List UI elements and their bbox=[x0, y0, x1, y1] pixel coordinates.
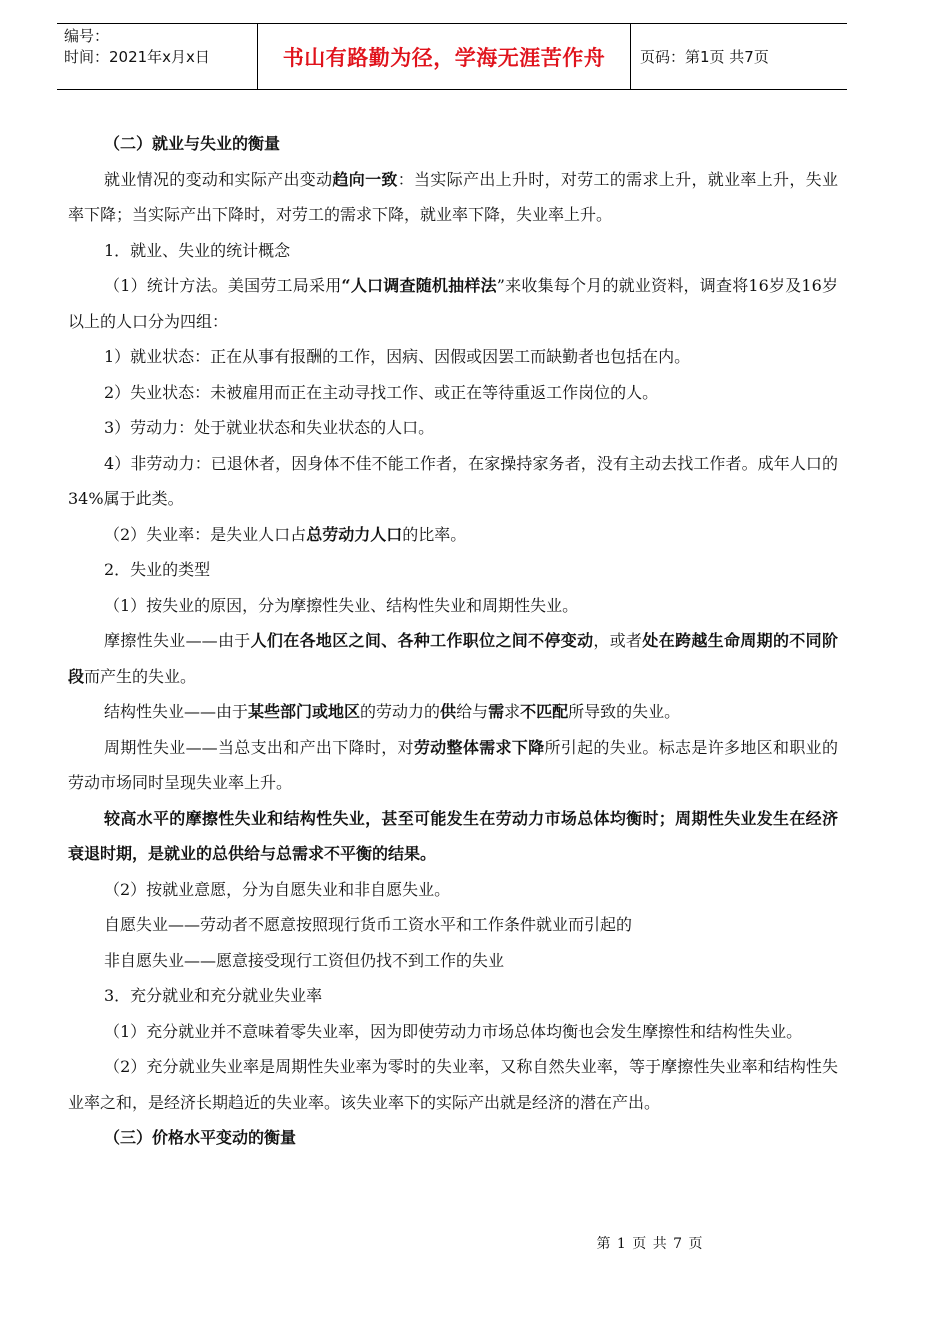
text-run: 摩擦性失业——由于 bbox=[104, 631, 251, 650]
text-run: （二）就业与失业的衡量 bbox=[104, 134, 281, 153]
bold-text-run: 劳动整体需求下降 bbox=[413, 737, 545, 757]
paragraph-p4 bbox=[68, 339, 838, 375]
paragraph-p0 bbox=[68, 126, 838, 162]
page-header bbox=[57, 23, 847, 90]
text-run: （2）失业率：是失业人口占 bbox=[104, 524, 307, 544]
text-run: 就业情况的变动和实际产出变动 bbox=[104, 169, 333, 189]
paragraph-p19 bbox=[68, 1014, 838, 1050]
paragraph-p1 bbox=[68, 162, 838, 233]
bold-text-run: 某些部门或地区 bbox=[248, 702, 361, 721]
text-run: 求 bbox=[504, 702, 521, 721]
paragraph-p6 bbox=[68, 410, 838, 446]
paragraph-p15 bbox=[68, 872, 838, 908]
paragraph-p3 bbox=[68, 268, 838, 339]
paragraph-p18 bbox=[68, 978, 838, 1014]
bold-text-run: “人口调查随机抽样法 bbox=[341, 276, 497, 295]
text-run: 2．失业的类型 bbox=[104, 560, 211, 579]
text-run: 的劳动力的 bbox=[360, 702, 441, 721]
paragraph-p20 bbox=[68, 1049, 838, 1120]
header-page-info: 页码：第1页 共7页 bbox=[640, 48, 769, 66]
text-run: 自愿失业——劳动者不愿意按照现行货币工资水平和工作条件就业而引起的 bbox=[104, 915, 633, 934]
paragraph-p16 bbox=[68, 907, 838, 943]
text-run: 结构性失业——由于 bbox=[104, 702, 249, 721]
paragraph-p14 bbox=[68, 801, 838, 872]
text-run: 而产生的失业。 bbox=[84, 666, 197, 686]
paragraph-p7 bbox=[68, 446, 838, 517]
text-run: （1）统计方法。美国劳工局采用 bbox=[104, 276, 342, 295]
document-time-label: 时间：2021年x月x日 bbox=[64, 48, 210, 66]
text-run: （三）价格水平变动的衡量 bbox=[104, 1128, 297, 1147]
header-meta bbox=[57, 24, 258, 89]
paragraph-p2 bbox=[68, 233, 838, 269]
text-run: 所导致的失业。 bbox=[568, 702, 681, 721]
text-run: 的比率。 bbox=[402, 524, 467, 544]
text-run: ”来收集每个月的就业资料，调查将16岁及16岁以上的人口分为四组： bbox=[68, 276, 838, 331]
paragraph-p8 bbox=[68, 517, 838, 553]
text-run: （1）按失业的原因，分为摩擦性失业、结构性失业和周期性失业。 bbox=[104, 595, 579, 615]
text-run: 4）非劳动力：已退休者，因身体不佳不能工作者，在家操持家务者，没有主动去找工作者。成年人口的34%属于此类。 bbox=[68, 453, 838, 508]
document-number-label: 编号： bbox=[64, 27, 110, 45]
paragraph-p10 bbox=[68, 588, 838, 624]
text-run: （2）按就业意愿，分为自愿失业和非自愿失业。 bbox=[104, 879, 451, 899]
text-run: （1）充分就业并不意味着零失业率，因为即使劳动力市场总体均衡也会发生摩擦性和结构性失业。 bbox=[104, 1021, 803, 1041]
text-run: ：当实际产出上升时，对劳工的需求上升，就业率上升，失业率下降；当实际产出下降时，对劳工的需求下降，就业率下降，失业率上升。 bbox=[68, 169, 838, 224]
page-footer: 第 1 页 共 7 页 bbox=[596, 1236, 704, 1252]
paragraph-p21 bbox=[68, 1120, 838, 1156]
paragraph-p9 bbox=[68, 552, 838, 588]
paragraph-p17 bbox=[68, 943, 838, 979]
paragraph-p11 bbox=[68, 623, 838, 694]
text-run: 2）失业状态：未被雇用而正在主动寻找工作、或正在等待重返工作岗位的人。 bbox=[104, 382, 659, 402]
document-body bbox=[68, 126, 838, 1156]
bold-text-run: 不匹配 bbox=[520, 702, 569, 721]
text-run: 较高水平的摩擦性失业和结构性失业，甚至可能发生在劳动力市场总体均衡时；周期性失业发生在经济衰退时期，是就业的总供给与总需求不平衡的结果。 bbox=[68, 808, 838, 863]
text-run: 非自愿失业——愿意接受现行工资但仍找不到工作的失业 bbox=[104, 950, 505, 970]
bold-text-run: 人们在各地区之间、各种工作职位之间不停变动 bbox=[250, 631, 594, 650]
text-run: 3．充分就业和充分就业失业率 bbox=[104, 986, 323, 1005]
text-run: 给与 bbox=[456, 702, 489, 721]
bold-text-run: 需 bbox=[488, 702, 505, 721]
text-run: 1．就业、失业的统计概念 bbox=[104, 240, 291, 260]
text-run: 周期性失业——当总支出和产出下降时，对 bbox=[104, 737, 414, 757]
text-run: ，或者 bbox=[593, 631, 643, 650]
paragraph-p5 bbox=[68, 375, 838, 411]
header-motto: 书山有路勤为径，学海无涯苦作舟 bbox=[258, 24, 631, 89]
text-run: 1）就业状态：正在从事有报酬的工作，因病、因假或因罢工而缺勤者也包括在内。 bbox=[104, 347, 691, 366]
text-run: 所引起的失业。标志是许多地区和职业的劳动市场同时呈现失业率上升。 bbox=[68, 737, 838, 792]
text-run: （2）充分就业失业率是周期性失业率为零时的失业率，又称自然失业率，等于摩擦性失业率和结构性失业率之和，是经济长期趋近的失业率。该失业率下的实际产出就是经济的潜在产出。 bbox=[68, 1057, 838, 1112]
bold-text-run: 供 bbox=[440, 702, 457, 721]
paragraph-p12 bbox=[68, 694, 838, 730]
bold-text-run: 处在跨越生命周期的不同阶段 bbox=[68, 631, 838, 686]
paragraph-p13 bbox=[68, 730, 838, 801]
bold-text-run: 总劳动力人口 bbox=[306, 524, 403, 544]
text-run: 3）劳动力：处于就业状态和失业状态的人口。 bbox=[104, 418, 435, 437]
bold-text-run: 趋向一致 bbox=[332, 169, 398, 189]
